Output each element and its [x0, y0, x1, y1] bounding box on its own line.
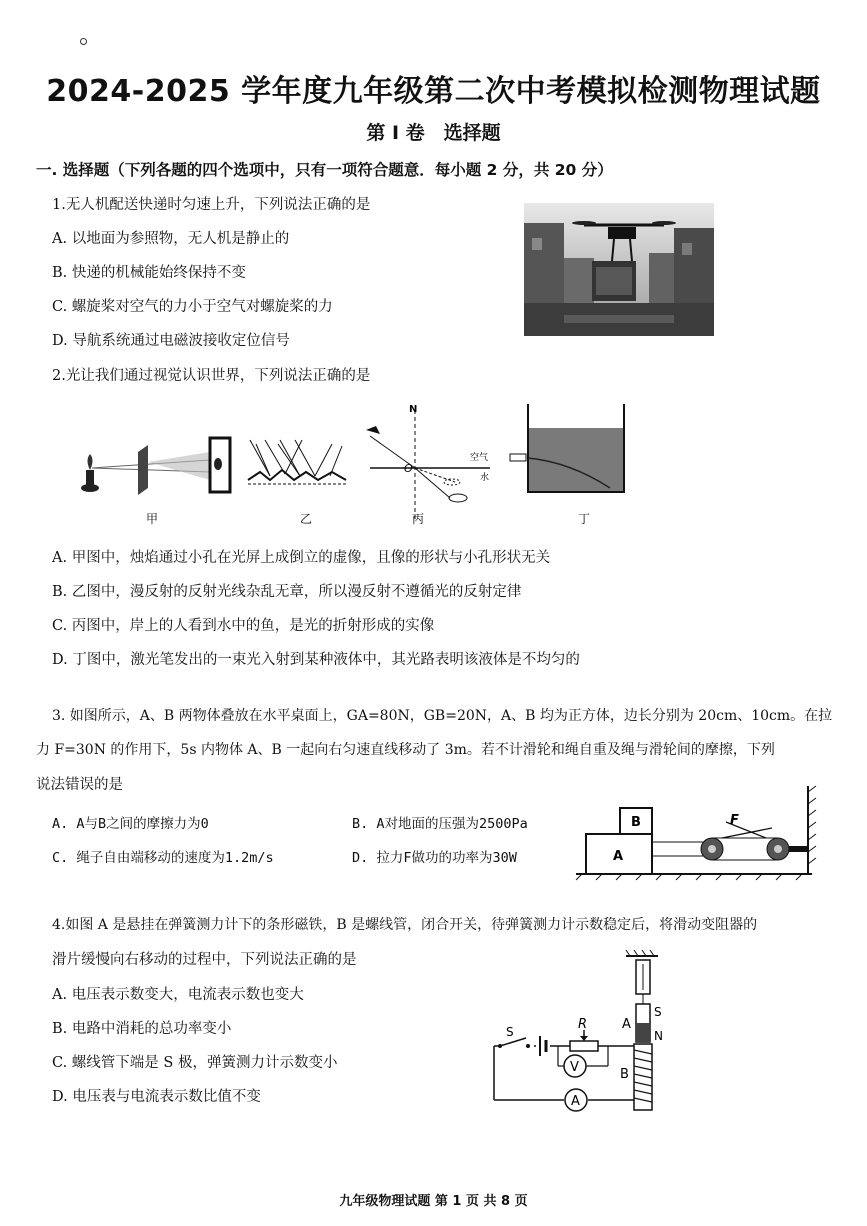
normal-label: N — [409, 404, 418, 415]
q2-option-b: B. 乙图中，漫反射的反射光线杂乱无章，所以漫反射不遵循光的反射定律 — [52, 584, 522, 600]
magnet-s-label: S — [654, 1005, 662, 1019]
q3-pulley-figure — [572, 782, 830, 882]
figure-ding-label: 丁 — [578, 512, 591, 526]
voltmeter-label: V — [570, 1060, 579, 1075]
figure-bing-label: 丙 — [412, 512, 425, 526]
air-label: 空气 — [470, 453, 489, 463]
q3-option-d: D. 拉力F做功的功率为30W — [352, 850, 517, 866]
water-label: 水 — [480, 473, 490, 483]
figure-yi-label: 乙 — [300, 512, 313, 526]
q3-option-a: A. A与B之间的摩擦力为0 — [52, 816, 209, 832]
rheostat — [570, 1041, 598, 1051]
q1-stem: 1.无人机配送快递时匀速上升，下列说法正确的是 — [52, 197, 371, 213]
q3-stem-line-3: 说法错误的是 — [36, 777, 123, 793]
magnet-n-label: N — [654, 1029, 663, 1043]
figure-jia — [81, 438, 230, 495]
volume-subtitle: 第 I 卷 选择题 — [366, 122, 501, 144]
q3-stem-line-1: 3. 如图所示，A、B 两物体叠放在水平桌面上，GA=80N，GB=20N，A、B 均为正方体，边长分别为 20cm、10cm。在拉 — [52, 708, 833, 724]
drone-photo — [524, 203, 714, 336]
q1-option-a: A. 以地面为参照物，无人机是静止的 — [52, 231, 290, 247]
q4-stem-line-2: 滑片缓慢向右移动的过程中，下列说法正确的是 — [52, 952, 357, 968]
q4-stem-line-1: 4.如图 A 是悬挂在弹簧测力计下的条形磁铁，B 是螺线管，闭合开关，待弹簧测力计示数稳定后，将滑动变阻器的 — [52, 917, 758, 933]
q3-option-b: B. A对地面的压强为2500Pa — [352, 816, 528, 832]
figure-ding — [510, 404, 624, 492]
q2-option-c: C. 丙图中，岸上的人看到水中的鱼，是光的折射形成的实像 — [52, 618, 435, 634]
q3-stem-line-2: 力 F=30N 的作用下，5s 内物体 A、B 一起向右匀速直线移动了 3m。若不计滑轮和绳自重及绳与滑轮间的摩擦，下列 — [36, 742, 775, 758]
origin-label: O — [404, 462, 413, 475]
solenoid-b-label: B — [620, 1067, 629, 1082]
q2-option-a: A. 甲图中，烛焰通过小孔在光屏上成倒立的虚像，且像的形状与小孔形状无关 — [52, 550, 551, 566]
ammeter-label: A — [571, 1094, 580, 1109]
q2-option-d: D. 丁图中，激光笔发出的一束光入射到某种液体中，其光路表明该液体是不均匀的 — [52, 652, 580, 668]
page-title: 2024-2025 学年度九年级第二次中考模拟检测物理试题 — [46, 74, 821, 109]
q4-circuit-figure — [488, 950, 678, 1120]
q2-stem: 2.光让我们通过视觉认识世界，下列说法正确的是 — [52, 368, 371, 384]
figure-yi — [248, 440, 346, 484]
q1-option-b: B. 快递的机械能始终保持不变 — [52, 265, 246, 281]
q1-option-d: D. 导航系统通过电磁波接收定位信号 — [52, 333, 290, 349]
scan-dot — [80, 38, 87, 45]
q4-option-d: D. 电压表与电流表示数比值不变 — [52, 1089, 261, 1105]
figure-jia-label: 甲 — [146, 512, 159, 526]
block-b-label: B — [631, 815, 641, 830]
q3-option-c: C. 绳子自由端移动的速度为1.2m/s — [52, 850, 274, 866]
q4-option-b: B. 电路中消耗的总功率变小 — [52, 1021, 232, 1037]
magnet-a-label: A — [622, 1017, 631, 1032]
page-footer: 九年级物理试题 第 1 页 共 8 页 — [339, 1194, 528, 1209]
q4-option-a: A. 电压表示数变大，电流表示数也变大 — [52, 987, 304, 1003]
figure-bing — [366, 404, 490, 520]
rheostat-label: R — [578, 1017, 588, 1032]
section-heading: 一. 选择题（下列各题的四个选项中，只有一项符合题意．每小题 2 分，共 20 分） — [36, 161, 613, 179]
q1-option-c: C. 螺旋桨对空气的力小于空气对螺旋桨的力 — [52, 299, 333, 315]
q4-option-c: C. 螺线管下端是 S 极，弹簧测力计示数变小 — [52, 1055, 338, 1071]
force-label: F — [730, 813, 739, 828]
switch-label: S — [506, 1025, 514, 1039]
block-a-label: A — [613, 849, 624, 864]
